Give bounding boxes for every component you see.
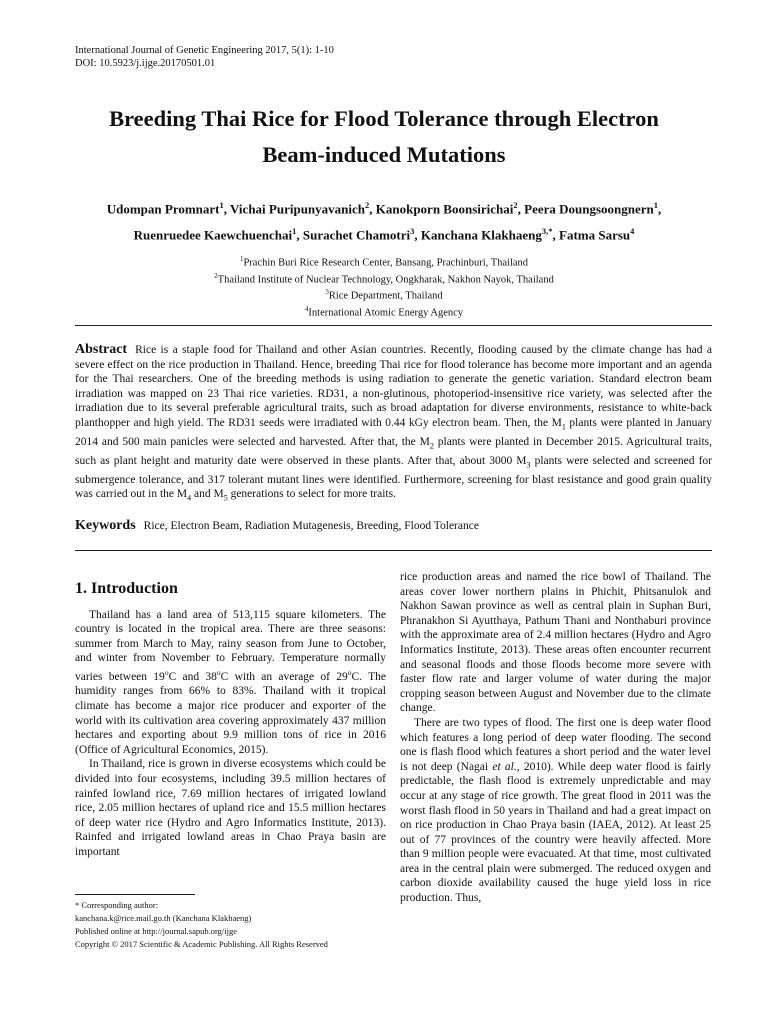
intro-paragraph-3 — [400, 716, 711, 906]
author-name: Ruenruedee Kaewchuenchai — [133, 227, 293, 243]
left-column — [75, 582, 386, 860]
journal-header — [75, 44, 334, 70]
author-line-1: Udompan Promnart$^1$, Vichai Puripunyavanich$^2$, Kanokporn Boonsirichai$^2$, Peera Doungsoongnern$^1$, — [106, 200, 662, 217]
author-affil-sup: 1 — [292, 226, 297, 237]
footnotes — [75, 899, 328, 951]
author-name: Peera Doungsoongnern — [524, 201, 654, 217]
subscript: 3 — [526, 460, 531, 470]
published-online: Published online at http://journal.sapub.org/ijge — [75, 926, 238, 936]
affiliation-text: Rice Department, Thailand — [328, 290, 443, 302]
subscript: 4 — [187, 493, 192, 503]
subscript: 1 — [561, 422, 566, 432]
author-affil-sup: 4 — [630, 226, 635, 237]
section-heading: 1. Introduction — [75, 580, 178, 597]
degree-sup: o — [216, 667, 221, 677]
author-affil-sup: 1 — [219, 200, 224, 210]
author-affil-sup: 1 — [653, 200, 659, 210]
abstract-text: and M — [191, 488, 224, 501]
copyright: Copyright © 2017 Scientific & Academic Publishing. All Rights Reserved — [75, 939, 328, 949]
affiliation-sup: 1 — [239, 255, 244, 263]
doi: DOI: 10.5923/j.ijge.20170501.01 — [75, 58, 216, 69]
affiliation-sup: 3 — [325, 288, 329, 296]
footnote-divider — [75, 894, 195, 895]
keywords — [75, 518, 712, 534]
abstract-text: Rice is a staple food for Thailand and other Asian countries. Recently, flooding caused by the climate change has had a severe effect on the rice production in Thailand. Hence, breeding Thai rice for flood tolerance has become more important and an agenda for the Thai researchers. One of the breeding methods is using radiation to generate the genetic variation. Standard electron beam irradiation was mapped on 23 Thai rice varieties. RD31, a non-glutinous, photoperiod-insensitive rice variety, was selected after the irradiation due to its several preferable agricultural traits, such as broad adaptation for diverse environments, resistance to white-back planthopper and high yield. The RD31 seeds were irradiated with 0.44 kGy electron beam. Then, the M — [75, 344, 712, 429]
affiliation — [40, 303, 728, 320]
intro-paragraph-2: In Thailand, rice is grown in diverse ecosystems which could be divided into four ecosystems, including 39.5 million hectares of rainfed lowland rice, 7.69 million hectares of irrigated lowland rice, 2.05 million hectares of upland rice and 15.5 million hectares of deep water rice (Hydro and Agro Informatics Institute, 2013). Rainfed and irrigated lowland areas in Chao Praya basin are important — [75, 758, 386, 858]
affiliation — [40, 286, 728, 303]
intro-paragraph-continued: rice production areas and named the rice bowl of Thailand. The areas cover lower northern plains in Phichit, Phitsanulok and Nakhon Sawan province as well as central plain in Suphan Buri, Phranakhon Si Ayutthaya, Pathum Thani and Nonthaburi province with the approximate area of 2.4 million hectares (Hydro and Agro Informatics Institute, 2013). These areas often encounter recurrent and seasonal floods and those floods become more severe with faster flow rate and larger volume of water during the major cropping season between August and November due to the climate change. — [400, 571, 711, 715]
corresponding-author-email: kanchana.k@rice.mail.go.th (Kanchana Klakhaeng) — [75, 913, 252, 923]
paper-title — [40, 101, 728, 173]
right-column — [400, 570, 711, 906]
paragraph-text: C and 38 — [168, 670, 217, 683]
keywords-label: Keywords — [75, 518, 136, 533]
affiliation-sup: 2 — [214, 271, 218, 280]
abstract-top-divider — [75, 325, 712, 326]
affiliation-text: Thailand Institute of Nuclear Technology, Ongkharak, Nakhon Nayok, Thailand — [217, 274, 554, 285]
keywords-text: Rice, Electron Beam, Radiation Mutagenesis, Breeding, Flood Tolerance — [143, 520, 479, 532]
keywords-bottom-divider — [75, 550, 712, 551]
title-line-2: Beam-induced Mutations — [262, 142, 506, 167]
italic-text: et al. — [492, 760, 517, 773]
paragraph-text: C. The humidity ranges from 66% to 83%. Thailand with it tropical climate has become a major rice producer and exporter of the world with its cultivation area covering approximately 437 million hectares and exporting about 9.9 million tons of rice in 2016 (Office of Agricultural Economics, 2015). — [75, 670, 386, 756]
abstract-text: plants were planted in January 2014 and 500 main panicles were selected and harvested. After that, the M — [75, 416, 712, 448]
abstract — [75, 343, 712, 506]
affiliation — [40, 253, 728, 270]
author-affil-sup: 3,* — [541, 226, 553, 237]
affiliations — [40, 253, 728, 319]
abstract-text: plants were selected and screened for submergence tolerance, and 317 tolerant mutant lines were identified. Furthermore, screening for blast resistance and good grain quality was carried out in the M — [75, 454, 712, 501]
author-name: Kanchana Klakhaeng — [420, 227, 542, 243]
corresponding-author-label: * Corresponding author: — [75, 900, 159, 910]
author-name: Udompan Promnart — [106, 201, 220, 217]
author-name: Surachet Chamotri — [302, 227, 411, 243]
author-affil-sup: 2 — [513, 200, 518, 210]
author-affil-sup: 2 — [365, 200, 370, 210]
paragraph-text: C with an average of 29 — [220, 670, 348, 683]
affiliation-text: Prachin Buri Rice Research Center, Bansang, Prachinburi, Thailand — [243, 257, 529, 269]
paragraph-text: There are two types of flood. The first one is deep water flood which features a long period of deep water flooding. The second one is flash flood which features a short period and the water level is not deep (Nagai — [400, 716, 711, 773]
degree-sup: o — [347, 667, 352, 677]
subscript: 5 — [223, 493, 228, 503]
author-name: Vichai Puripunyavanich — [230, 201, 365, 217]
affiliation-text: International Atomic Energy Agency — [308, 307, 464, 318]
abstract-text: generations to select for more traits. — [227, 488, 396, 501]
journal-citation: International Journal of Genetic Engineering 2017, 5(1): 1-10 — [75, 45, 334, 56]
author-line-2: Ruenruedee Kaewchuenchai$^1$, Surachet Chamotri$^3$, Kanchana Klakhaeng$^{3,*}$, Fatma Sarsu$^4$ — [133, 226, 635, 243]
affiliation — [40, 270, 728, 287]
title-line-1: Breeding Thai Rice for Flood Tolerance through Electron — [109, 106, 659, 131]
author-list — [40, 194, 728, 247]
affiliation-sup: 4 — [304, 304, 309, 313]
abstract-text: plants were planted in December 2015. Agricultural traits, such as plant height and maturity date were observed in these plants. After that, about 3000 M — [75, 435, 713, 467]
paragraph-text: , 2010). While deep water flood is fairly predictable, the flash flood is extremely unpredictable and may occur at any stage of rice growth. The great flood in 2011 was the worst flash flood in 50 years in Thailand and had a great impact on on rice production in Chao Praya basin (IAEA, 2012). At least 25 out of 77 provinces of the country were heavily affected. More than 9 million people were evacuated. At that time, most cultivated area in the central plain were submerged. The reduced oxygen and carbon dioxide availability caused the huge yield loss in rice production. Thus, — [400, 760, 711, 905]
author-affil-sup: 3 — [410, 226, 415, 237]
author-name: Fatma Sarsu — [559, 227, 631, 243]
intro-paragraph-1 — [75, 608, 386, 758]
author-name: Kanokporn Boonsirichai — [375, 201, 514, 217]
subscript: 2 — [429, 441, 434, 451]
paragraph-text: Thailand has a land area of 513,115 square kilometers. The country is located in the tropical area. There are three seasons: summer from March to May, rainy season from June to October, and winter from November to February. Temperature normally varies between 19 — [75, 608, 386, 683]
abstract-label: Abstract — [75, 342, 128, 357]
degree-sup: o — [164, 667, 169, 677]
